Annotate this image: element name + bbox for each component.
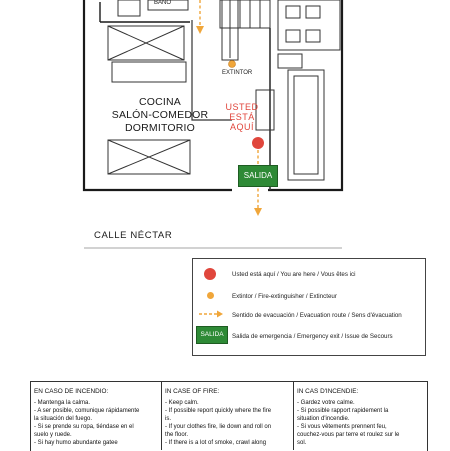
street-label: CALLE NÉCTAR	[94, 230, 173, 241]
col-line: - Si possible rapport rapidement la	[297, 408, 389, 414]
route-arrow-icon	[254, 208, 262, 216]
col-line: la situación del fuego.	[34, 416, 93, 422]
main-room-label	[102, 96, 218, 135]
col-line: - If there is a lot of smoke, crawl along	[165, 440, 267, 446]
route-arrow-icon	[198, 309, 224, 319]
legend-route: Sentido de evacuación / Evacuation route / Sens d'évacuation	[232, 312, 402, 319]
col-title: IN CASE OF FIRE:	[165, 388, 220, 395]
exit-sign: SALIDA	[238, 165, 278, 187]
col-line: - A ser posible, comunique rápidamente	[34, 408, 140, 414]
col-line: is.	[165, 416, 171, 422]
toilet	[118, 0, 140, 16]
you-are-here-icon	[204, 268, 216, 280]
legend-exit: Salida de emergencia / Emergency exit / Issue de Secours	[232, 333, 393, 340]
here-line-3: AQUÍ	[229, 122, 254, 132]
col-line: the floor.	[165, 432, 189, 438]
divider	[293, 381, 294, 450]
col-line: - Mantenga la calma.	[34, 400, 91, 406]
you-are-here-icon	[252, 137, 264, 149]
bath-label: BAÑO	[154, 0, 172, 6]
col-line: - Si hay humo abundante gatee	[34, 440, 118, 446]
col-line: - Si se prende su ropa, tiéndase en el	[34, 424, 134, 430]
instructions-en	[165, 388, 291, 447]
extinguisher-icon	[207, 292, 214, 299]
exit-sign: SALIDA	[196, 326, 228, 344]
col-title: IN CAS D'INCENDIE:	[297, 388, 359, 395]
col-line: - If your clothes fire, lie down and roll on	[165, 424, 272, 430]
route-arrow-icon	[196, 26, 204, 34]
you-are-here-label	[222, 102, 262, 132]
col-line: suelo y ruede.	[34, 432, 72, 438]
extinguisher-icon	[229, 61, 236, 68]
outer-walls	[84, 0, 342, 190]
here-line-1: USTED	[225, 102, 259, 112]
instructions-es	[34, 388, 158, 447]
extintor-label: EXTINTOR	[222, 70, 253, 76]
room-line-1: COCINA	[138, 96, 182, 108]
col-line: situation d'incendie.	[297, 416, 350, 422]
legend-here: Usted está aquí / You are here / Vous êtes ici	[232, 271, 356, 278]
col-line: sol.	[297, 440, 307, 446]
room-line-3: DORMITORIO	[124, 122, 196, 134]
col-line: couchez-vous par terre et roulez sur le	[297, 432, 400, 438]
here-line-2: ESTÁ	[229, 112, 255, 122]
legend-extinguisher: Extintor / Fire-extinguisher / Extincteur	[232, 293, 337, 300]
col-line: - If possible report quickly where the fire	[165, 408, 272, 414]
divider	[161, 381, 162, 450]
instructions-fr	[297, 388, 423, 447]
col-line: - Gardez votre calme.	[297, 400, 355, 406]
col-line: - Si vous vêtements prennent feu,	[297, 424, 387, 430]
col-title: EN CASO DE INCENDIO:	[34, 388, 109, 395]
room-line-2: SALÓN-COMEDOR	[111, 109, 209, 121]
sofa-right	[288, 70, 324, 180]
col-line: - Keep calm.	[165, 400, 199, 406]
